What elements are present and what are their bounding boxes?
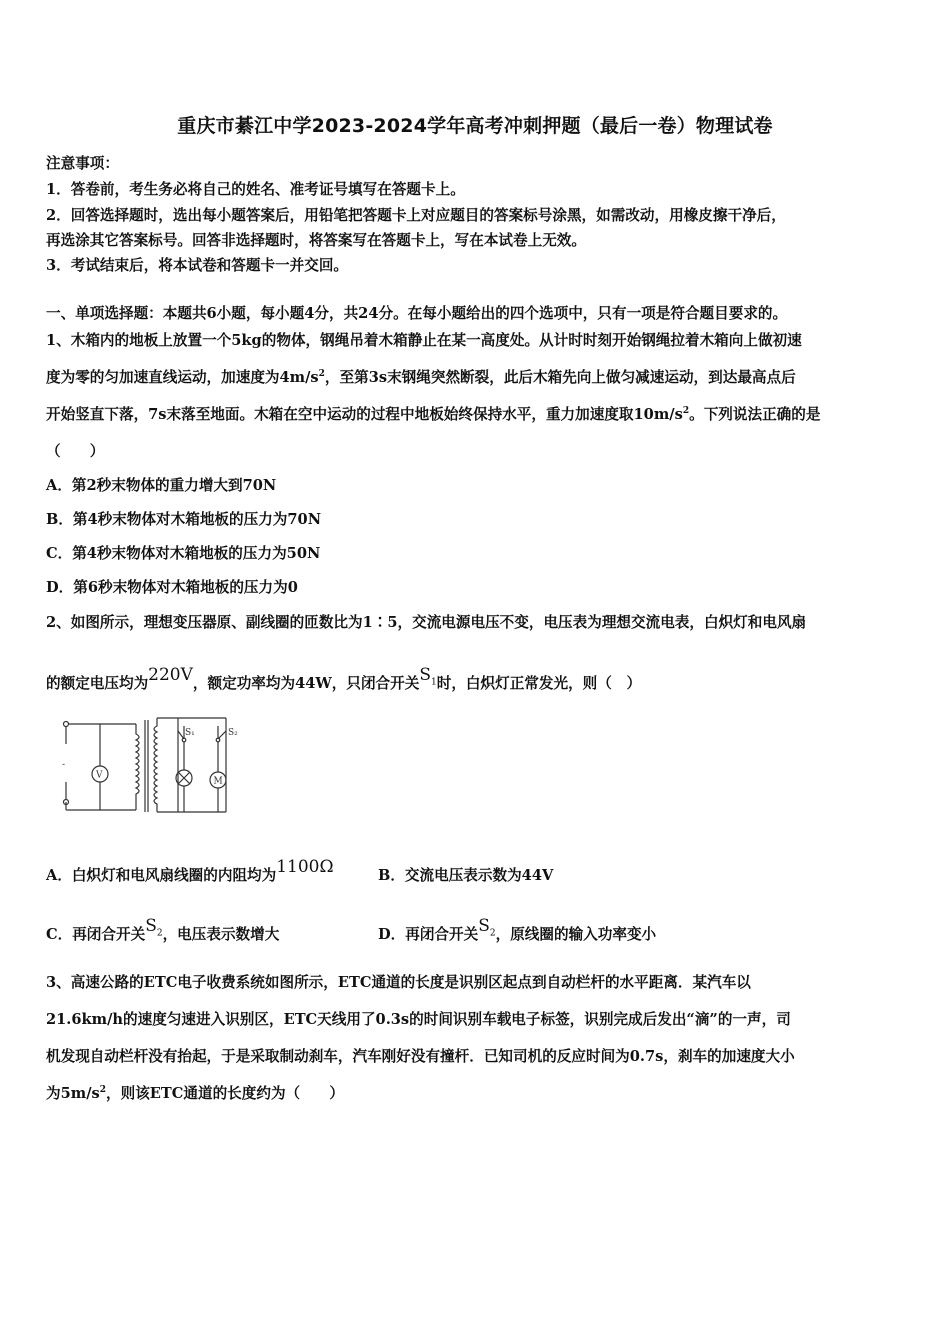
- q2-c-switch: [145, 916, 163, 939]
- notice-item-2: 2．回答选择题时，选出每小题答案后，用铅笔把答题卡上对应题目的答案标号涂黑，如需改动，用橡皮擦干净后，: [46, 207, 786, 224]
- q2-line2-c: 时，白炽灯正常发光，则（ ）: [436, 675, 642, 692]
- q2-resistance: 1100Ω: [276, 857, 334, 877]
- q2-d-switch: [478, 916, 496, 939]
- q3-line3: 机发现自动栏杆没有抬起，于是采取制动刹车，汽车刚好没有撞杆．已知司机的反应时间为0.7s，刹车的加速度大小: [46, 1048, 795, 1065]
- q1-sup-2a: 2: [318, 369, 325, 379]
- q1-option-a: A．第2秒末物体的重力增大到70N: [46, 477, 277, 494]
- terminal-top: [64, 722, 69, 727]
- q2-s1-letter: S: [419, 665, 431, 685]
- q2-c-s-letter: S: [145, 916, 157, 936]
- voltmeter-label: V: [96, 770, 103, 781]
- q1-line3-b: 。下列说法正确的是: [689, 406, 821, 423]
- q2-option-d-a: D．再闭合开关: [378, 926, 479, 943]
- motor-label: M: [213, 776, 223, 787]
- q1-option-c: C．第4秒末物体对木箱地板的压力为50N: [46, 545, 321, 562]
- q2-option-c-a: C．再闭合开关: [46, 926, 146, 943]
- q2-s1-sub: 1: [430, 677, 437, 688]
- q2-voltage: 220V: [148, 665, 193, 685]
- q1-sup-2b: 2: [682, 406, 690, 416]
- q2-line2: [46, 665, 916, 695]
- q1-bracket: （ ）: [46, 443, 105, 460]
- q1-option-d: D．第6秒末物体对木箱地板的压力为0: [46, 579, 298, 596]
- q3-line1: 3、高速公路的ETC电子收费系统如图所示，ETC通道的长度是识别区起点到自动栏杆的水平距离．某汽车以: [46, 974, 751, 991]
- notice-item-1: 1．答卷前，考生务必将自己的姓名、准考证号填写在答题卡上。: [46, 181, 465, 198]
- q2-d-s-letter: S: [478, 916, 490, 936]
- q2-c-s-sub: 2: [156, 928, 163, 939]
- switch-s1-pivot: [182, 738, 186, 742]
- transformer-circuit-figure: [58, 714, 248, 814]
- q2-line2-b: ，额定功率均为44W，只闭合开关: [192, 675, 420, 692]
- switch-s1-label: S₁: [185, 728, 195, 738]
- notice-heading: 注意事项：: [46, 155, 119, 172]
- q3-line2: 21.6km/h的速度匀速进入识别区，ETC天线用了0.3s的时间识别车载电子标签，识别完成后发出“滴”的一声，司: [46, 1011, 791, 1028]
- q2-option-b: B．交流电压表示数为44V: [378, 867, 554, 884]
- q3-line4-a: 为5m/s: [46, 1085, 100, 1102]
- q2-option-d-b: ，原线圈的输入功率变小: [495, 926, 657, 943]
- switch-s2-blade: [218, 731, 226, 739]
- switch-s2-label: S₂: [228, 728, 238, 738]
- switch-s2-pivot: [216, 738, 220, 742]
- q1-line2-b: ，至第3s末钢绳突然断裂，此后木箱先向上做匀减速运动，到达最高点后: [324, 369, 796, 386]
- secondary-coil: [154, 718, 157, 812]
- primary-coil: [136, 724, 139, 810]
- q2-option-a: A．白炽灯和电风扇线圈的内阻均为: [46, 867, 277, 884]
- q3-sup-2: 2: [99, 1085, 107, 1095]
- q3-line4: [46, 1082, 916, 1103]
- q1-option-b: B．第4秒末物体对木箱地板的压力为70N: [46, 511, 322, 528]
- q2-line2-a: 的额定电压均为: [46, 675, 149, 692]
- q2-option-c-b: ，电压表示数增大: [162, 926, 280, 943]
- q1-line2: [46, 366, 916, 387]
- q1-line3: [46, 403, 916, 424]
- q3-line4-b: ，则该ETC通道的长度约为（ ）: [106, 1085, 344, 1102]
- q2-line1: 2、如图所示，理想变压器原、副线圈的匝数比为1∶5，交流电源电压不变，电压表为理想交流电表，白炽灯和电风扇: [46, 614, 807, 631]
- q2-d-s-sub: 2: [489, 928, 496, 939]
- q1-line2-a: 度为零的匀加速直线运动，加速度为4m/s: [46, 369, 319, 386]
- q1-line3-a: 开始竖直下落，7s末落至地面。木箱在空中运动的过程中地板始终保持水平，重力加速度取10m/s: [46, 406, 683, 423]
- q2-switch-s1: [419, 665, 437, 688]
- q1-line1: 1、木箱内的地板上放置一个5kg的物体，钢绳吊着木箱静止在某一高度处。从计时时刻开始钢绳拉着木箱向上做初速: [46, 332, 802, 349]
- section-heading: 一、单项选择题：本题共6小题，每小题4分，共24分。在每小题给出的四个选项中，只有一项是符合题目要求的。: [46, 305, 788, 322]
- q2-option-d: [378, 916, 657, 946]
- notice-item-2-cont: 再选涂其它答案标号。回答非选择题时，将答案写在答题卡上，写在本试卷上无效。: [46, 232, 586, 249]
- source-minus-label: -: [62, 760, 66, 770]
- page-title: 重庆市綦江中学2023-2024学年高考冲刺押题（最后一卷）物理试卷: [177, 115, 773, 137]
- notice-item-3: 3．考试结束后，将本试卷和答题卡一并交回。: [46, 257, 349, 274]
